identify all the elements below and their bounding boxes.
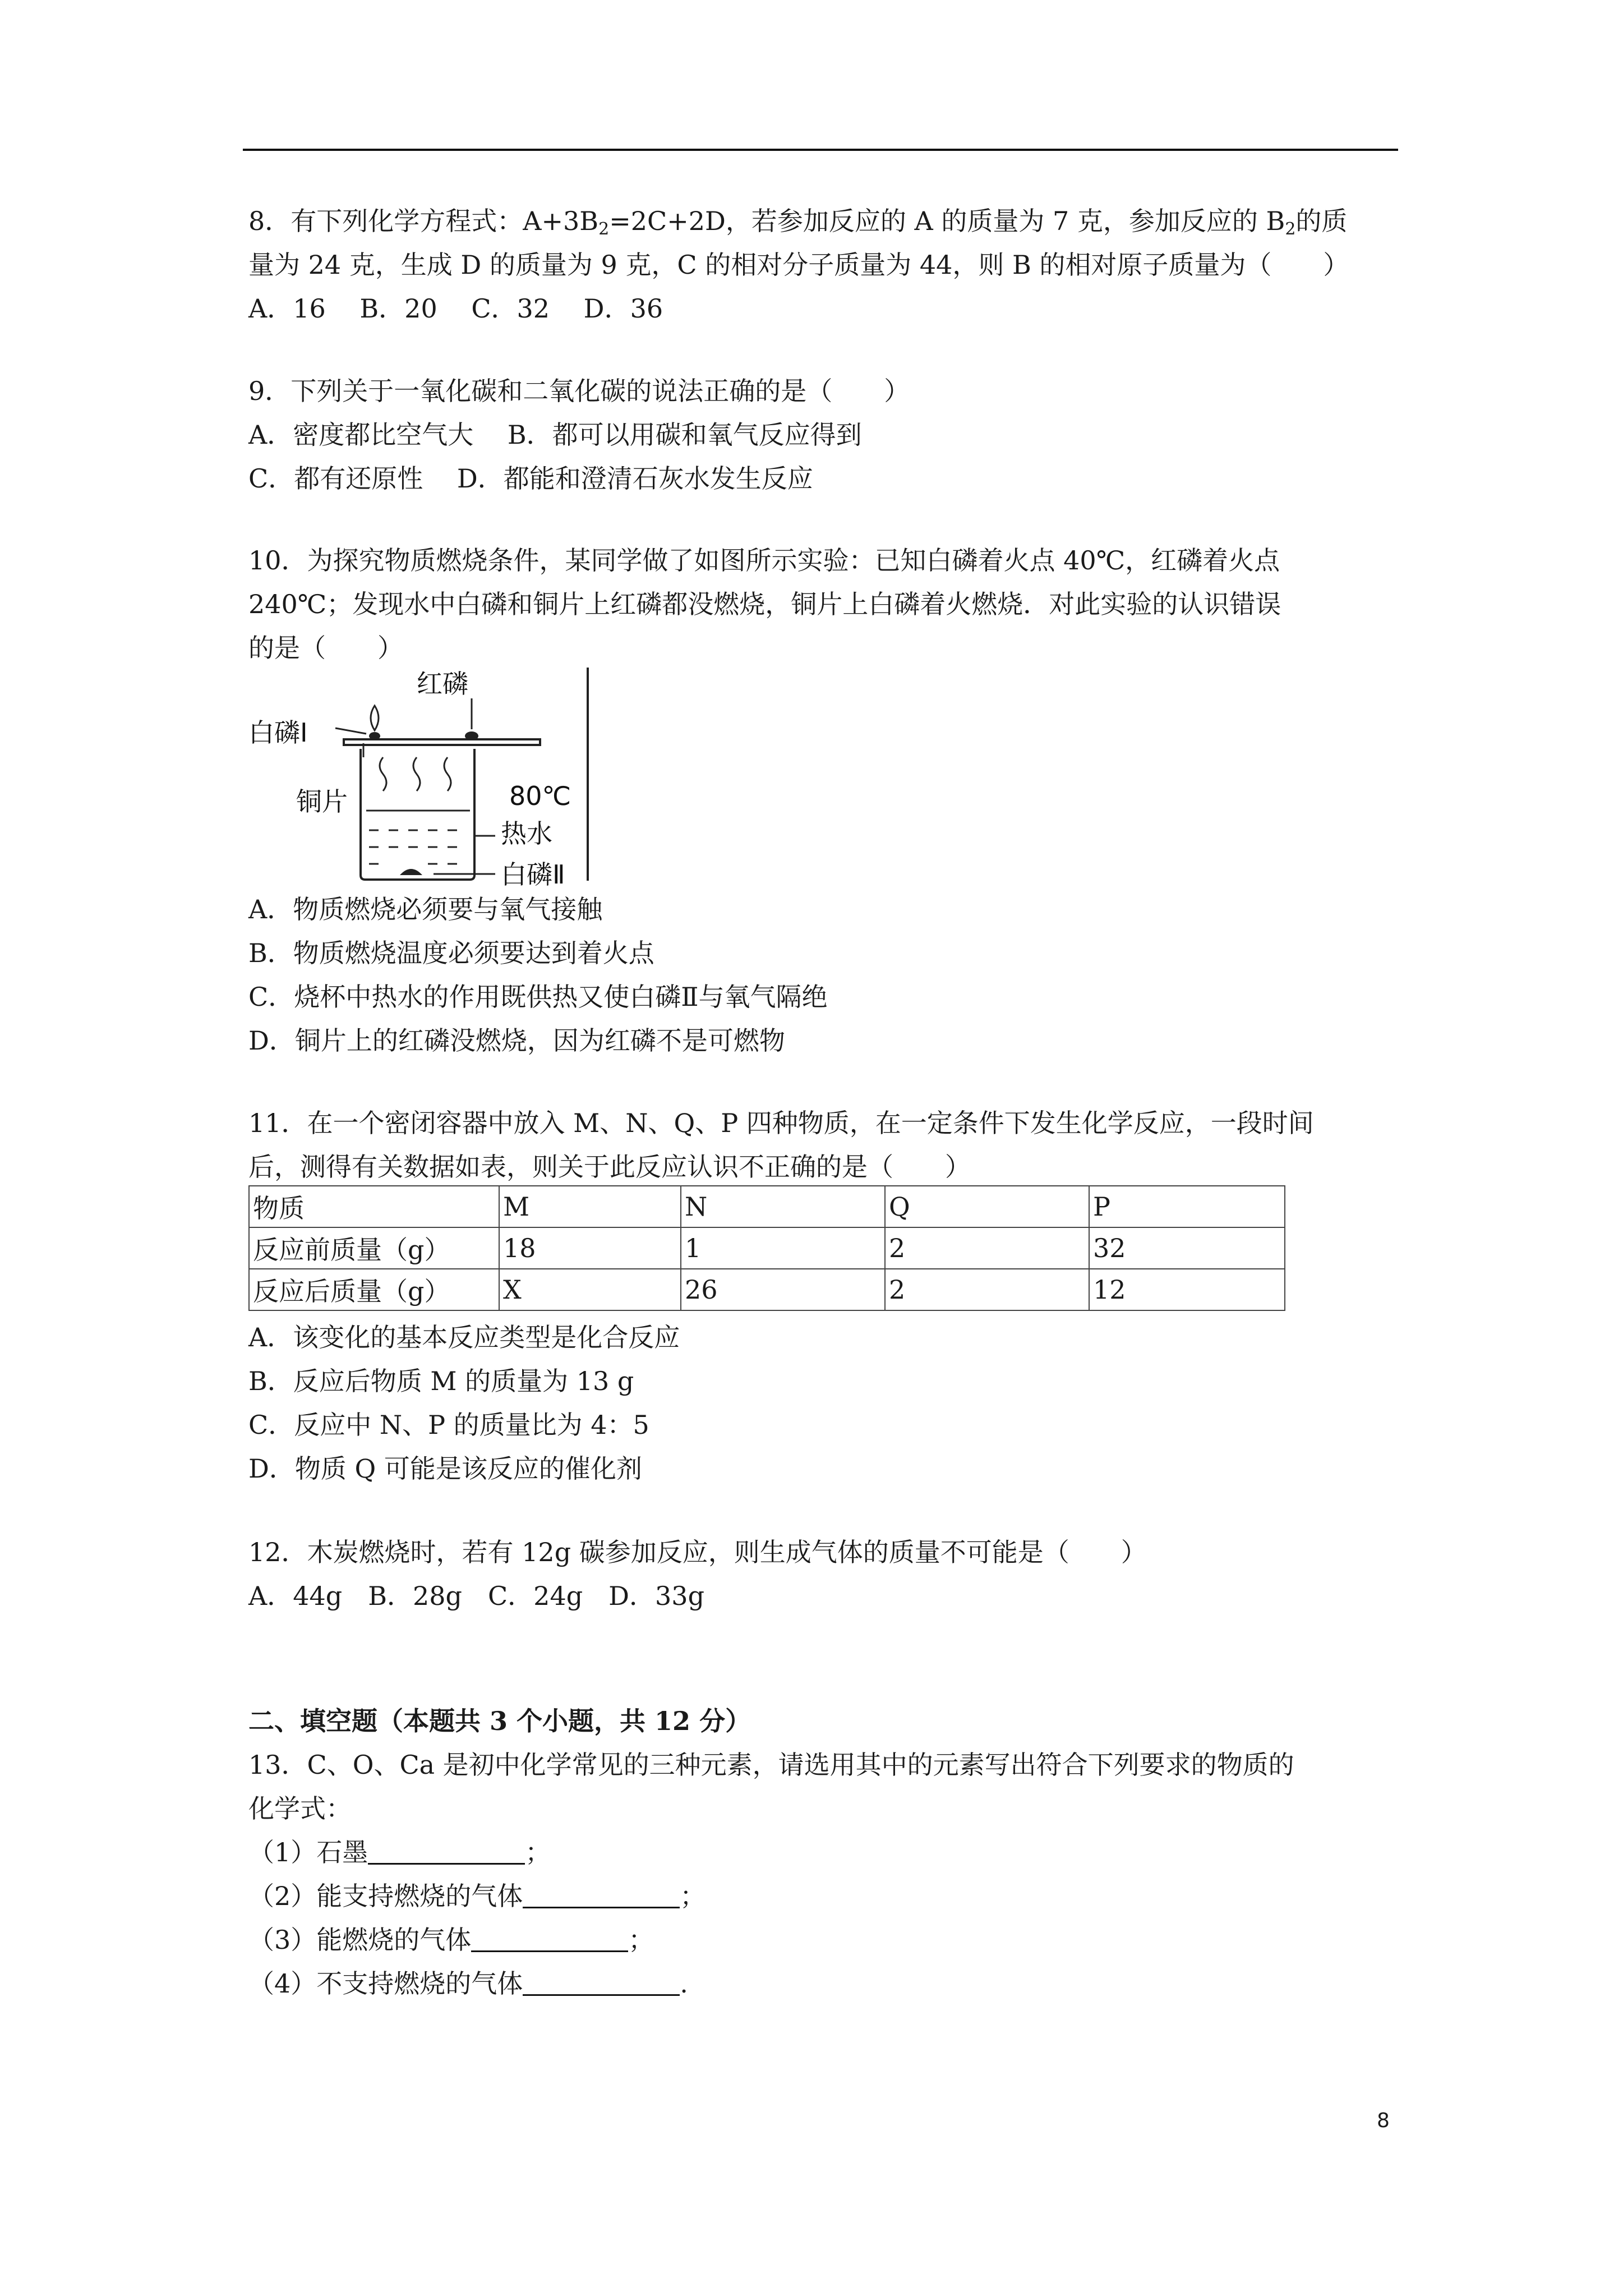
q13-line-2: 化学式： xyxy=(248,1793,352,1824)
table-cell: 反应后质量（g） xyxy=(249,1269,499,1310)
q13-item-3-end: ； xyxy=(628,1925,654,1955)
answer-blank-3[interactable] xyxy=(471,1928,628,1952)
table-header-row xyxy=(249,1186,1285,1227)
q11-option-d: D．物质 Q 可能是该反应的催化剂 xyxy=(248,1453,642,1484)
q13-item-2-label: （2）能支持燃烧的气体 xyxy=(248,1881,523,1911)
q10-option-c: C．烧杯中热水的作用既供热又使白磷Ⅱ与氧气隔绝 xyxy=(248,982,828,1012)
q8-options: A．16 B．20 C．32 D．36 xyxy=(248,293,663,324)
header-rule xyxy=(243,149,1398,151)
q13-line-1: 13．C、O、Ca 是初中化学常见的三种元素，请选用其中的元素写出符合下列要求的物质的 xyxy=(248,1750,1294,1780)
label-white-phosphorus-1: 白磷Ⅰ xyxy=(248,717,308,748)
answer-blank-2[interactable] xyxy=(523,1884,680,1908)
q10-line-2: 240℃；发现水中白磷和铜片上红磷都没燃烧，铜片上白磷着火燃烧．对此实验的认识错误 xyxy=(248,589,1281,619)
table-cell: N xyxy=(681,1186,885,1227)
q12-stem: 12．木炭燃烧时，若有 12g 碳参加反应，则生成气体的质量不可能是（ ） xyxy=(248,1537,1147,1567)
red-phosphorus xyxy=(465,731,478,740)
white-phosphorus-1-leader xyxy=(335,728,366,734)
label-white-phosphorus-2: 白磷Ⅱ xyxy=(501,859,565,886)
q11-line-1: 11．在一个密闭容器中放入 M、N、Q、P 四种物质，在一定条件下发生化学反应，一段时间 xyxy=(248,1108,1314,1138)
q11-option-b: B．反应后物质 M 的质量为 13 g xyxy=(248,1366,634,1396)
q9-options-ab: A．密度都比空气大 B．都可以用碳和氧气反应得到 xyxy=(248,420,862,450)
q10-line-1: 10．为探究物质燃烧条件，某同学做了如图所示实验：已知白磷着火点 40℃，红磷着火点 xyxy=(248,545,1280,576)
table-cell: 物质 xyxy=(249,1186,499,1227)
table-cell: 18 xyxy=(499,1227,681,1269)
q8-line-2: 量为 24 克，生成 D 的质量为 9 克，C 的相对分子质量为 44，则 B 的相对原子质量为（ ） xyxy=(248,250,1349,280)
steam-curves xyxy=(380,757,451,791)
q8-text-b: =2C+2D，若参加反应的 A 的质量为 7 克，参加反应的 B xyxy=(609,206,1285,236)
q10-option-b: B．物质燃烧温度必须要达到着火点 xyxy=(248,938,654,968)
white-phosphorus-2 xyxy=(400,869,422,875)
q13-item-3 xyxy=(248,1918,1404,1962)
q11-line-2: 后，测得有关数据如表，则关于此反应认识不正确的是（ ） xyxy=(248,1152,971,1182)
answer-blank-4[interactable] xyxy=(523,1972,680,1996)
table-row xyxy=(249,1269,1285,1310)
q11-option-c: C．反应中 N、P 的质量比为 4：5 xyxy=(248,1410,649,1440)
question-10 xyxy=(248,539,1404,670)
q11-options xyxy=(248,1315,1404,1490)
white-phosphorus-1 xyxy=(369,732,380,740)
q13-item-4 xyxy=(248,1962,1404,2005)
table-row xyxy=(249,1227,1285,1269)
q12-options: A．44g B．28g C．24g D．33g xyxy=(248,1581,705,1611)
label-hot-water: 热水 xyxy=(501,818,552,849)
q10-option-d: D．铜片上的红磷没燃烧，因为红磷不是可燃物 xyxy=(248,1025,785,1056)
table-cell: M xyxy=(499,1186,681,1227)
q9-stem: 9．下列关于一氧化碳和二氧化碳的说法正确的是（ ） xyxy=(248,376,910,406)
q13-item-4-end: . xyxy=(680,1968,688,1999)
q8-text-c: 的质 xyxy=(1295,206,1348,236)
page-number: 8 xyxy=(1377,2109,1390,2132)
experiment-figure xyxy=(248,668,596,886)
table-cell: X xyxy=(499,1269,681,1310)
q11-option-a: A．该变化的基本反应类型是化合反应 xyxy=(248,1322,680,1352)
question-11 xyxy=(248,1101,1404,1189)
q8-subscript-1: 2 xyxy=(598,219,610,239)
table-cell: 反应前质量（g） xyxy=(249,1227,499,1269)
q13-item-2-end: ； xyxy=(680,1881,706,1911)
q10-line-3: 的是（ ） xyxy=(248,633,403,663)
question-8 xyxy=(248,199,1404,330)
section-title: 二、填空题（本题共 3 个小题，共 12 分） xyxy=(248,1706,751,1736)
q13-item-2 xyxy=(248,1874,1404,1918)
q13-item-4-label: （4）不支持燃烧的气体 xyxy=(248,1968,523,1999)
mass-table xyxy=(248,1185,1285,1311)
beaker xyxy=(361,749,474,880)
label-red-phosphorus: 红磷 xyxy=(417,669,468,699)
q13-item-1 xyxy=(248,1830,1404,1874)
label-copper: 铜片 xyxy=(296,786,348,817)
answer-blank-1[interactable] xyxy=(368,1841,525,1865)
q10-options xyxy=(248,887,1404,1062)
flame-icon xyxy=(371,706,379,730)
table-cell: P xyxy=(1089,1186,1285,1227)
q13-item-3-label: （3）能燃烧的气体 xyxy=(248,1925,472,1955)
table-cell: 2 xyxy=(885,1269,1089,1310)
q13-item-1-label: （1）石墨 xyxy=(248,1837,368,1867)
q8-subscript-2: 2 xyxy=(1285,219,1296,239)
table-cell: 1 xyxy=(681,1227,885,1269)
question-9 xyxy=(248,369,1404,500)
label-temperature: 80℃ xyxy=(509,781,571,811)
q8-text-a: 8．有下列化学方程式：A+3B xyxy=(248,206,599,236)
table-cell: 32 xyxy=(1089,1227,1285,1269)
section-2 xyxy=(248,1699,1404,2005)
q13-item-1-end: ； xyxy=(525,1837,551,1867)
table-cell: 26 xyxy=(681,1269,885,1310)
table-cell: 2 xyxy=(885,1227,1089,1269)
q8-line-1 xyxy=(248,199,1404,243)
copper-plate xyxy=(344,739,540,745)
q10-option-a: A．物质燃烧必须要与氧气接触 xyxy=(248,894,603,924)
question-12 xyxy=(248,1530,1404,1618)
q9-options-cd: C．都有还原性 D．都能和澄清石灰水发生反应 xyxy=(248,463,813,494)
table-cell: 12 xyxy=(1089,1269,1285,1310)
water-lines xyxy=(366,811,470,864)
table-cell: Q xyxy=(885,1186,1089,1227)
